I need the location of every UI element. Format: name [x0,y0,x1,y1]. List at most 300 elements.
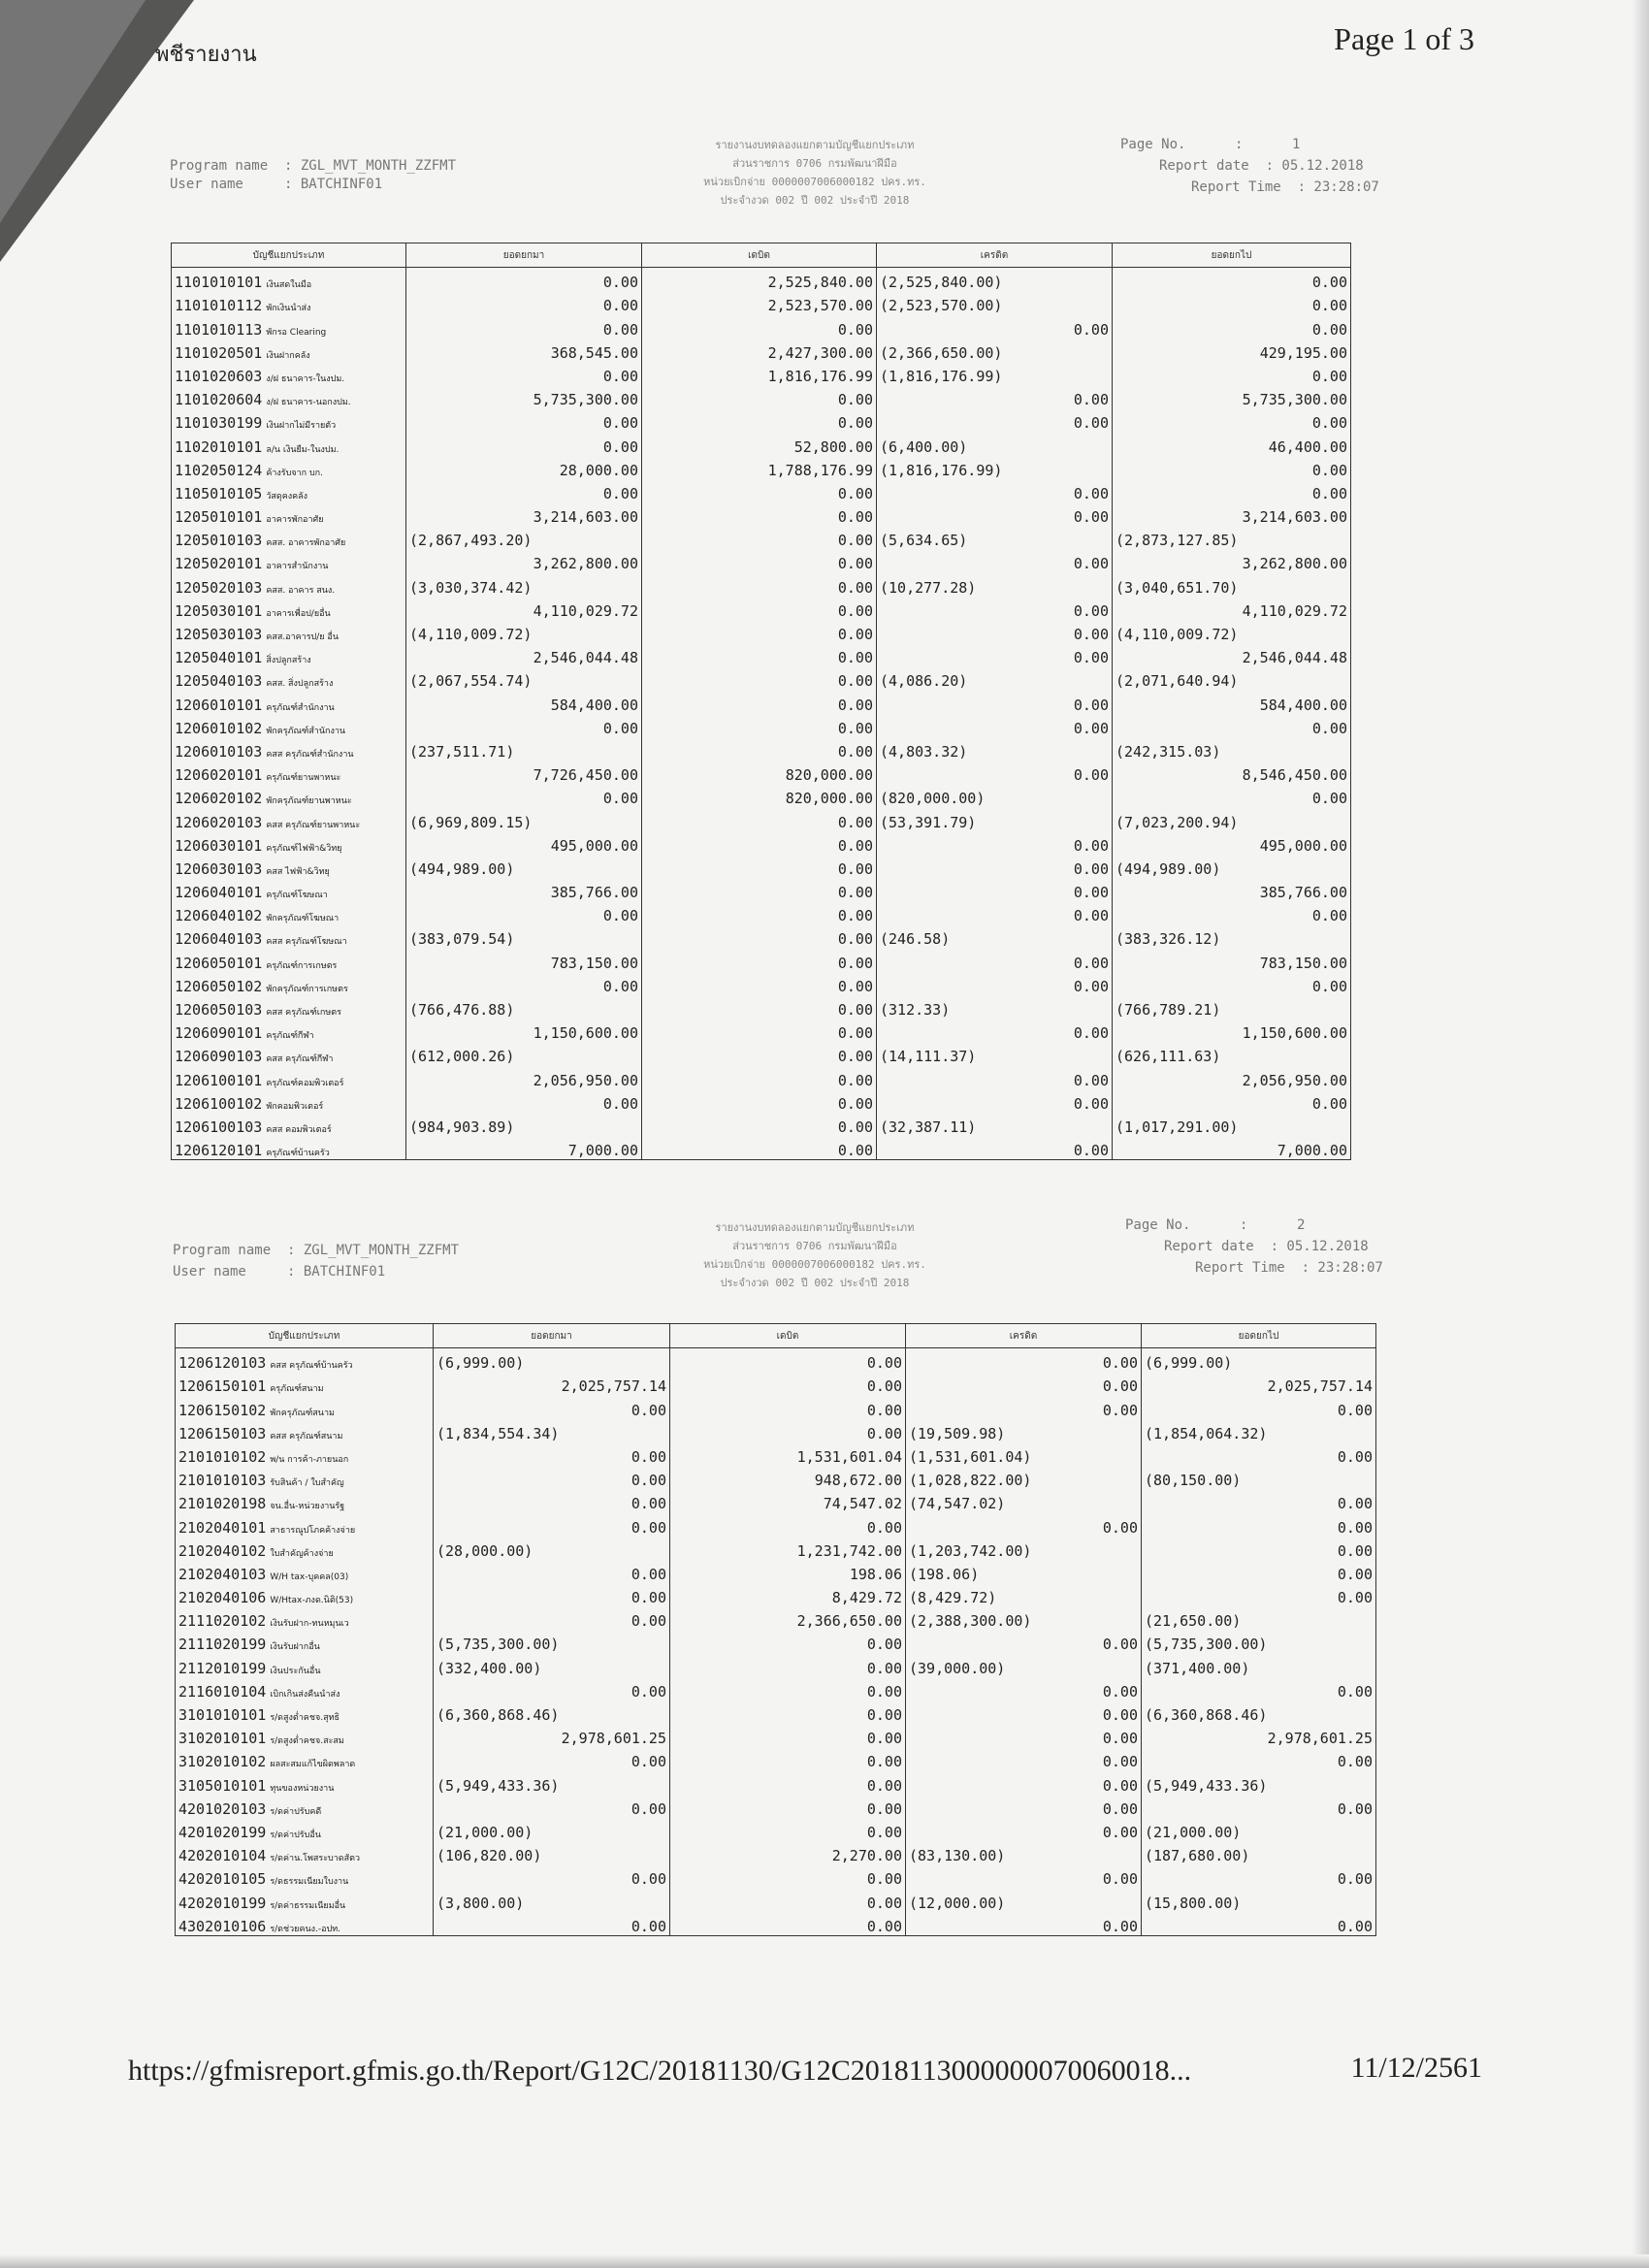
account-code: 1205010101 [175,508,263,527]
account-cell [172,1113,406,1136]
account-code: 1206030103 [175,859,263,878]
account-code: 2102040102 [178,1541,267,1560]
table-row [172,268,1351,292]
account-cell [172,339,406,362]
account-name: พักครุภัณฑ์การเกษตร [266,984,348,994]
table-row [176,1395,1376,1418]
table-row [172,456,1351,479]
trial-balance-table-page1 [171,243,1351,1160]
opening-balance: 0.00 [434,1560,670,1583]
credit-cell [906,1606,1142,1630]
debit-amount: 0.00 [642,948,877,971]
credit-cell [877,339,1113,362]
account-name: คสส ครุภัณฑ์ยานพาหนะ [266,820,361,830]
table-row [176,1795,1376,1818]
account-code: 2102040103 [178,1565,267,1583]
table-row [172,924,1351,948]
account-cell [172,362,406,385]
table-row [176,1677,1376,1701]
opening-balance: 783,150.00 [406,948,642,971]
account-code: 1206100101 [175,1071,263,1089]
account-name: คสส. สิ่งปลูกสร้าง [266,679,334,690]
account-cell [176,1912,434,1936]
closing-balance: 5,735,300.00 [1113,385,1351,408]
account-code: 1206040101 [175,884,263,902]
closing-balance: 0.00 [1142,1512,1376,1536]
account-name: คสส ครุภัณฑ์บ้านครัว [270,1361,353,1372]
closing-balance: (6,999.00) [1142,1348,1376,1373]
table-row [172,339,1351,362]
table-row [172,1042,1351,1065]
credit-amount: (198.06) [909,1565,980,1583]
credit-cell [906,1583,1142,1606]
account-cell [176,1888,434,1911]
closing-balance: 0.00 [1142,1395,1376,1418]
credit-cell [906,1466,1142,1489]
account-code: 4202010105 [178,1870,267,1889]
account-name: พักรอ Clearing [266,327,327,338]
table-row [172,878,1351,901]
credit-cell [906,1912,1142,1936]
credit-cell [906,1489,1142,1512]
credit-cell [877,572,1113,596]
account-code: 3105010101 [178,1776,267,1795]
credit-cell [877,831,1113,855]
account-code: 1205010103 [175,532,263,550]
credit-zero: 0.00 [1102,1377,1138,1396]
account-cell [176,1489,434,1512]
closing-balance: 0.00 [1113,408,1351,432]
closing-balance: (383,326.12) [1113,924,1351,948]
opening-balance: (984,903.89) [406,1113,642,1136]
account-cell [172,291,406,314]
account-code: 1102010101 [175,437,263,456]
header-line: หน่วยเบิกจ่าย 0000007006000182 ปคร.ทร. [703,176,926,188]
closing-balance: (5,949,433.36) [1142,1770,1376,1794]
debit-amount: 0.00 [642,901,877,924]
table-row [176,1606,1376,1630]
debit-amount: 0.00 [642,1065,877,1088]
closing-balance: 0.00 [1142,1560,1376,1583]
account-name: คสส ไฟฟ้า&วิทยุ [266,866,330,877]
account-cell [176,1724,434,1747]
table-row [172,385,1351,408]
credit-cell [906,1653,1142,1676]
account-code: 1206050103 [175,1001,263,1019]
account-code: 1206100103 [175,1118,263,1136]
credit-zero: 0.00 [1073,696,1109,714]
credit-cell [906,1864,1142,1888]
credit-zero: 0.00 [1102,1917,1138,1935]
closing-balance: (6,360,868.46) [1142,1701,1376,1724]
col-header-closing: ยอดยกไป [1142,1324,1376,1348]
credit-zero: 0.00 [1073,1024,1109,1043]
credit-cell [877,924,1113,948]
credit-zero: 0.00 [1102,1730,1138,1748]
debit-amount: 2,525,840.00 [642,268,877,292]
closing-balance: 0.00 [1113,901,1351,924]
credit-zero: 0.00 [1102,1636,1138,1654]
account-name: W/Htax-ภงด.นิติ(53) [270,1596,354,1606]
closing-balance: (15,800.00) [1142,1888,1376,1911]
account-name: พักครุภัณฑ์สนาม [270,1408,335,1418]
account-code: 1206090103 [175,1048,263,1066]
header-line: ประจำงวด 002 ปี 002 ประจำปี 2018 [720,194,910,207]
debit-amount: 2,523,570.00 [642,291,877,314]
account-code: 1206050102 [175,977,263,995]
opening-balance: (21,000.00) [434,1818,670,1841]
closing-balance: 0.00 [1142,1912,1376,1936]
account-name: เงินรับฝากอื่น [270,1642,320,1653]
account-cell [176,1864,434,1888]
account-name: ร/ดค่าปรับคดี [270,1806,322,1817]
credit-amount: (14,111.37) [880,1048,977,1066]
opening-balance: 0.00 [406,432,642,455]
account-cell [176,1818,434,1841]
opening-balance: (6,360,868.46) [434,1701,670,1724]
account-cell [176,1747,434,1770]
account-name: ครุภัณฑ์กีฬา [266,1031,314,1042]
account-cell [172,901,406,924]
account-name: ครุภัณฑ์การเกษตร [266,960,338,971]
debit-amount: 0.00 [670,1348,906,1373]
credit-cell [906,1770,1142,1794]
closing-balance: 0.00 [1142,1537,1376,1560]
credit-amount: (1,028,822.00) [909,1472,1032,1490]
closing-balance: 3,214,603.00 [1113,502,1351,526]
account-name: เงินประกันอื่น [270,1666,321,1676]
table-row [172,761,1351,784]
report-heading-thai: พชีรายงาน [155,43,257,67]
report-time-line: Report Time : 23:28:07 [1195,1260,1383,1276]
account-name: ครุภัณฑ์สนาม [270,1384,324,1395]
account-cell [172,761,406,784]
closing-balance: (5,735,300.00) [1142,1630,1376,1653]
account-name: วัสดุคงคลัง [266,491,308,502]
table-row [172,1136,1351,1160]
account-cell [172,948,406,971]
report-time-line: Report Time : 23:28:07 [1191,179,1379,195]
account-name: ง/ฝ ธนาคาร-นอกงปม. [266,398,351,408]
table-row [172,362,1351,385]
closing-balance: 2,025,757.14 [1142,1372,1376,1395]
opening-balance: (494,989.00) [406,855,642,878]
credit-cell [906,1419,1142,1442]
debit-amount: 0.00 [642,995,877,1019]
credit-zero: 0.00 [1102,1870,1138,1889]
debit-amount: 2,366,650.00 [670,1606,906,1630]
debit-amount: 0.00 [642,1136,877,1160]
debit-amount: 0.00 [670,1795,906,1818]
table-row [176,1348,1376,1373]
opening-balance: (383,079.54) [406,924,642,948]
debit-amount: 52,800.00 [642,432,877,455]
table-row [176,1560,1376,1583]
account-cell [176,1606,434,1630]
report-center-header [582,1218,1048,1292]
closing-balance: 0.00 [1113,268,1351,292]
debit-amount: 0.00 [670,1630,906,1653]
debit-amount: 0.00 [642,597,877,620]
account-cell [172,807,406,830]
account-name: อาคารพักอาศัย [266,515,324,526]
opening-balance: 5,735,300.00 [406,385,642,408]
account-code: 3102010102 [178,1753,267,1771]
opening-balance: 0.00 [406,408,642,432]
account-cell [172,502,406,526]
closing-balance: (494,989.00) [1113,855,1351,878]
table-row [176,1372,1376,1395]
credit-amount: (83,130.00) [909,1847,1006,1865]
credit-cell [906,1630,1142,1653]
credit-cell [906,1677,1142,1701]
account-cell [172,549,406,572]
debit-amount: 0.00 [642,1019,877,1042]
closing-balance: 3,262,800.00 [1113,549,1351,572]
closing-balance: 1,150,600.00 [1113,1019,1351,1042]
opening-balance: (332,400.00) [434,1653,670,1676]
opening-balance: (612,000.26) [406,1042,642,1065]
account-name: คสส ครุภัณฑ์เกษตร [266,1008,341,1018]
closing-balance: 2,056,950.00 [1113,1065,1351,1088]
table-row [172,855,1351,878]
credit-amount: (2,388,300.00) [909,1612,1032,1631]
credit-amount: (1,816,176.99) [880,367,1003,385]
table-row [172,479,1351,502]
credit-cell [877,1019,1113,1042]
opening-balance: 0.00 [434,1795,670,1818]
account-name: ครุภัณฑ์บ้านครัว [266,1149,330,1159]
closing-balance: (766,789.21) [1113,995,1351,1019]
page-fold-highlight [0,0,146,223]
account-cell [172,479,406,502]
account-cell [172,432,406,455]
closing-balance: 0.00 [1142,1864,1376,1888]
account-name: คสส ครุภัณฑ์สำนักงาน [266,749,354,760]
table-row [172,807,1351,830]
opening-balance: 0.00 [406,972,642,995]
opening-balance: 0.00 [406,1089,642,1113]
credit-zero: 0.00 [1073,555,1109,573]
table-row [176,1466,1376,1489]
debit-amount: 0.00 [642,526,877,549]
credit-cell [877,1136,1113,1160]
account-cell [172,855,406,878]
credit-zero: 0.00 [1073,859,1109,878]
debit-amount: 820,000.00 [642,784,877,807]
account-cell [172,456,406,479]
account-code: 4202010199 [178,1894,267,1912]
credit-cell [906,1348,1142,1373]
opening-balance: 2,056,950.00 [406,1065,642,1088]
credit-zero: 0.00 [1073,626,1109,643]
account-name: คสส ครุภัณฑ์กีฬา [266,1054,334,1065]
credit-zero: 0.00 [1073,954,1109,972]
account-name: เงินสดในมือ [266,280,312,291]
debit-amount: 0.00 [670,1888,906,1911]
account-code: 4201020199 [178,1823,267,1841]
col-header-debit: เดบิต [670,1324,906,1348]
account-code: 2111020199 [178,1636,267,1654]
table-row [176,1770,1376,1794]
debit-amount: 0.00 [642,666,877,690]
closing-balance: 429,195.00 [1113,339,1351,362]
credit-zero: 0.00 [1073,484,1109,502]
credit-cell [877,948,1113,971]
account-name: ร/ดธรรมเนียมใบงาน [270,1877,349,1888]
account-code: 1206010101 [175,696,263,714]
account-name: จน.อื่น-หน่วยงานรัฐ [270,1502,345,1512]
account-name: ครุภัณฑ์คอมพิวเตอร์ [266,1078,344,1088]
credit-zero: 0.00 [1102,1706,1138,1724]
account-cell [176,1653,434,1676]
credit-amount: (2,366,650.00) [880,343,1003,362]
table-row [176,1512,1376,1536]
account-name: ครุภัณฑ์ไฟฟ้า&วิทยุ [266,843,342,854]
account-code: 1101020603 [175,367,263,385]
credit-cell [877,620,1113,643]
table-row [172,408,1351,432]
table-row [172,1019,1351,1042]
account-cell [176,1419,434,1442]
credit-cell [877,714,1113,737]
account-name: พักคอมพิวเตอร์ [266,1101,324,1112]
account-code: 1101010112 [175,297,263,315]
table-row [176,1653,1376,1676]
debit-amount: 948,672.00 [670,1466,906,1489]
account-cell [172,314,406,338]
account-cell [176,1677,434,1701]
table-row [176,1442,1376,1466]
account-code: 1206020101 [175,766,263,785]
account-cell [176,1348,434,1373]
account-code: 1205040103 [175,672,263,691]
table-row [176,1818,1376,1841]
page-edge-right [1632,0,1649,2268]
closing-balance: 2,546,044.48 [1113,643,1351,666]
page-counter: Page 1 of 3 [1334,21,1474,56]
debit-amount: 0.00 [670,1395,906,1418]
account-cell [172,1136,406,1160]
account-name: ครุภัณฑ์โฆษณา [266,891,328,901]
credit-zero: 0.00 [1073,1094,1109,1113]
opening-balance: 7,726,450.00 [406,761,642,784]
debit-amount: 0.00 [642,924,877,948]
opening-balance: (6,969,809.15) [406,807,642,830]
credit-cell [877,878,1113,901]
debit-amount: 8,429.72 [670,1583,906,1606]
account-name: ร/ดค่าธรรมเนียมอื่น [270,1900,346,1911]
credit-cell [877,526,1113,549]
account-code: 1206030101 [175,836,263,855]
account-code: 1105010105 [175,484,263,502]
account-cell [176,1512,434,1536]
credit-cell [877,408,1113,432]
table-row [172,549,1351,572]
account-code: 1205030103 [175,626,263,643]
closing-balance: 46,400.00 [1113,432,1351,455]
credit-cell [877,432,1113,455]
account-code: 1206100102 [175,1094,263,1113]
credit-amount: (1,203,742.00) [909,1541,1032,1560]
account-code: 1206050101 [175,954,263,972]
debit-amount: 0.00 [670,1724,906,1747]
credit-amount: (53,391.79) [880,813,977,831]
debit-amount: 2,270.00 [670,1841,906,1864]
account-code: 1206150101 [178,1377,267,1396]
closing-balance: 0.00 [1142,1583,1376,1606]
opening-balance: 495,000.00 [406,831,642,855]
opening-balance: 0.00 [434,1489,670,1512]
debit-amount: 0.00 [642,1042,877,1065]
closing-balance: (7,023,200.94) [1113,807,1351,830]
account-cell [176,1795,434,1818]
credit-amount: (6,400.00) [880,437,968,456]
account-name: เงินฝากคลัง [266,350,310,361]
credit-cell [906,1395,1142,1418]
account-code: 2102040101 [178,1518,267,1537]
credit-cell [906,1442,1142,1466]
credit-amount: (4,086.20) [880,672,968,691]
opening-balance: (106,820.00) [434,1841,670,1864]
debit-amount: 0.00 [642,714,877,737]
credit-cell [877,995,1113,1019]
table-row [176,1630,1376,1653]
closing-balance: 7,000.00 [1113,1136,1351,1160]
credit-cell [906,1841,1142,1864]
credit-cell [877,268,1113,292]
debit-amount: 0.00 [670,1677,906,1701]
account-name: ร/ดค่าน.โพสระบาดสัตว [270,1854,361,1864]
opening-balance: (237,511.71) [406,737,642,761]
credit-cell [906,1512,1142,1536]
account-name: รับสินค้า / ใบสำคัญ [270,1478,344,1489]
account-code: 4302010106 [178,1917,267,1935]
closing-balance: 2,978,601.25 [1142,1724,1376,1747]
opening-balance: 0.00 [406,901,642,924]
closing-balance: (626,111.63) [1113,1042,1351,1065]
debit-amount: 1,531,601.04 [670,1442,906,1466]
report-date-line: Report date : 05.12.2018 [1164,1239,1369,1254]
account-code: 1206040102 [175,907,263,925]
debit-amount: 0.00 [642,572,877,596]
col-header-credit: เครดิต [906,1324,1142,1348]
opening-balance: (2,067,554.74) [406,666,642,690]
closing-balance: (371,400.00) [1142,1653,1376,1676]
account-code: 1101010101 [175,274,263,292]
opening-balance: (2,867,493.20) [406,526,642,549]
account-cell [176,1841,434,1864]
account-cell [172,831,406,855]
account-code: 1101020604 [175,391,263,409]
account-code: 1205020103 [175,578,263,597]
account-code: 1101020501 [175,343,263,362]
table-row [172,995,1351,1019]
credit-cell [906,1701,1142,1724]
credit-zero: 0.00 [1073,649,1109,667]
table-row [172,643,1351,666]
debit-amount: 0.00 [670,1864,906,1888]
opening-balance: 0.00 [434,1442,670,1466]
credit-amount: (10,277.28) [880,578,977,597]
source-url: https://gfmisreport.gfmis.go.th/Report/G12C/20181130/G12C2018113000000070060018... [128,2055,1192,2087]
debit-amount: 0.00 [642,878,877,901]
credit-zero: 0.00 [1102,1682,1138,1701]
account-name: พักครุภัณฑ์โฆษณา [266,914,340,924]
opening-balance: (28,000.00) [434,1537,670,1560]
debit-amount: 74,547.02 [670,1489,906,1512]
credit-zero: 0.00 [1073,320,1109,339]
